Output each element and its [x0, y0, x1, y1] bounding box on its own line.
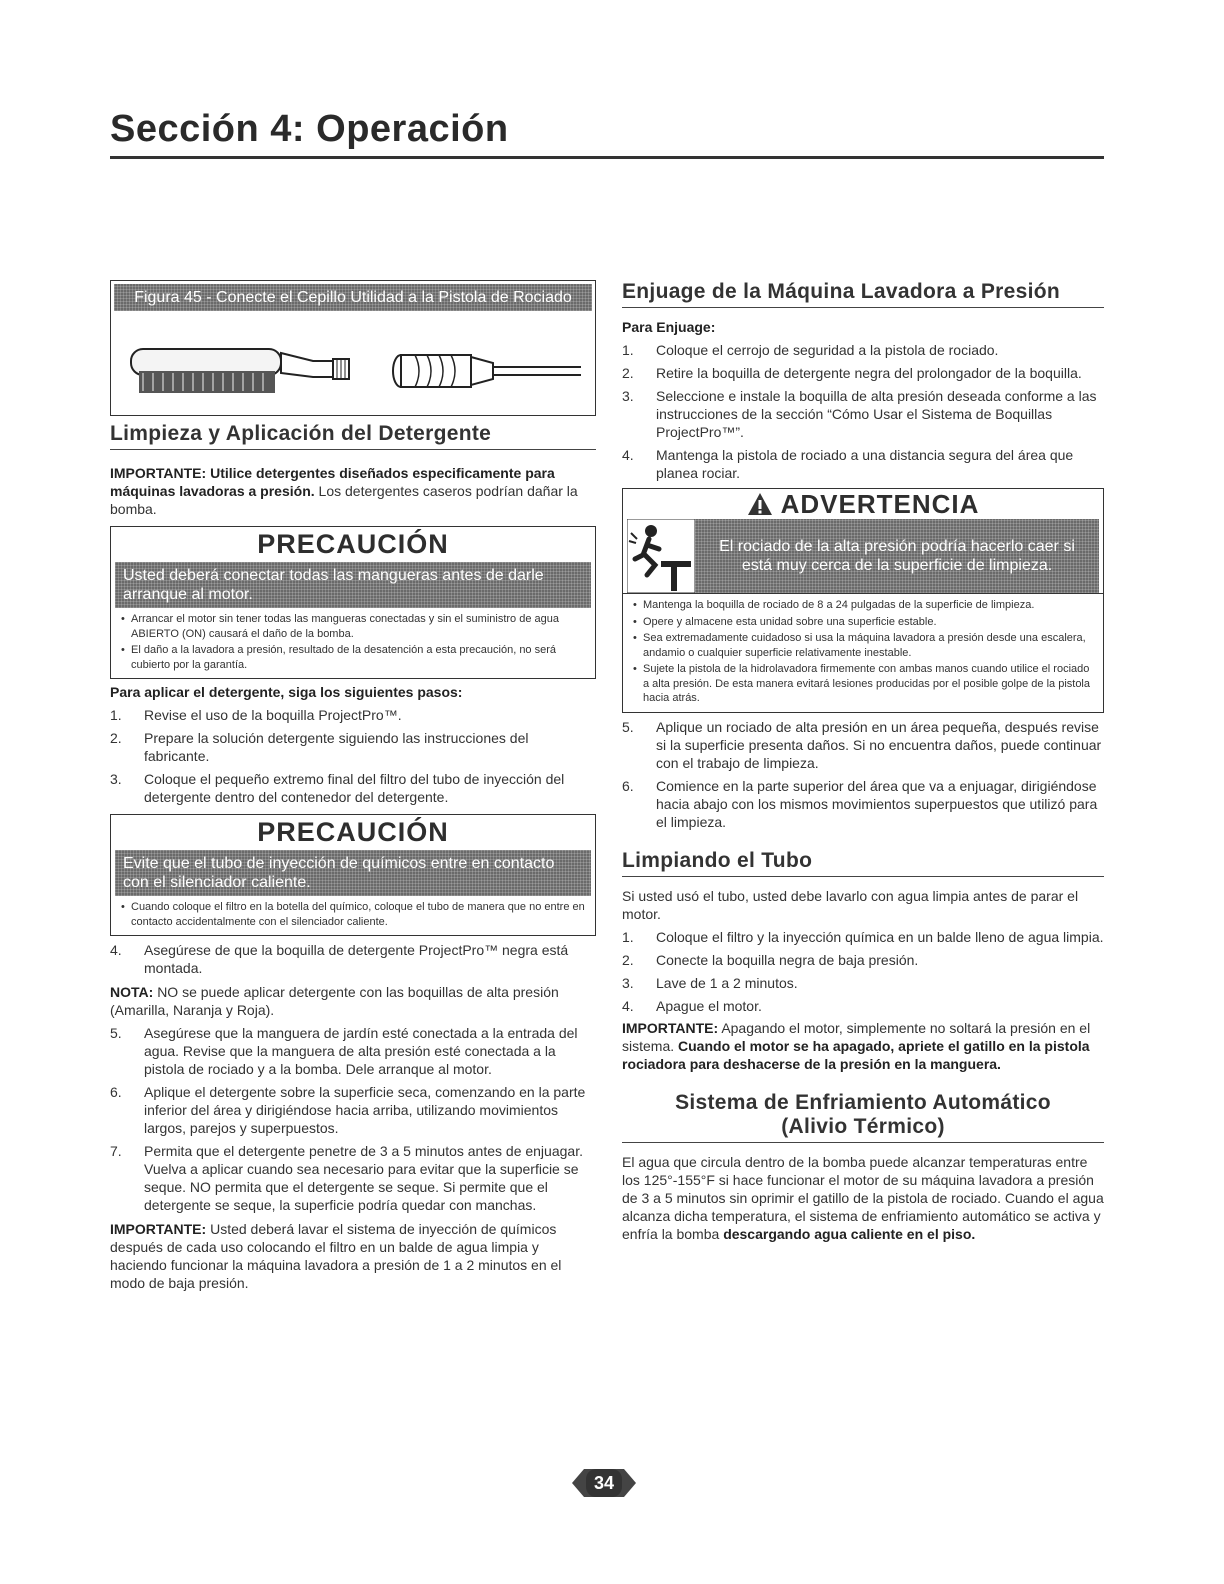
rinse-steps-b: [622, 718, 1104, 831]
cooling-text: El agua que circula dentro de la bomba puede alcanzar temperaturas entre los 125°-155°F si hace funcionar el motor de su máquina lavadora a presión de 3 a 5 minutos sin oprimir el gatillo de la pistola de rociado. Cuando el agua alcanza dicha temperatura, el sistema de enfriamiento automático se activa y enfría la bomba descargando agua caliente en el piso.: [622, 1153, 1104, 1242]
warning-bullet: • Opere y almacene esta unidad sobre una superficie estable.: [633, 615, 937, 628]
list-item: 4. Asegúrese de que la boquilla de detergente ProjectPro™ negra está montada.: [110, 942, 569, 976]
warning-triangle-icon: [747, 492, 773, 516]
caution-box-silencer: [110, 814, 596, 936]
figure-caption: Figura 45 - Conecte el Cepillo Utilidad a la Pistola de Rociado: [114, 284, 592, 311]
list-item: 4. Mantenga la pistola de rociado a una distancia segura del área que planea rociar.: [622, 447, 1074, 481]
caution-bullet: • Arrancar el motor sin tener todas las mangueras conectadas y sin el suministro de agua ABIERTO (ON) causará el daño de la bomba.: [121, 613, 559, 640]
rinse-subheading: Para Enjuage:: [622, 319, 716, 335]
warning-title: ADVERTENCIA: [780, 488, 980, 519]
caution-title: PRECAUCIÓN: [257, 529, 449, 559]
list-item: 2. Retire la boquilla de detergente negra del prolongador de la boquilla.: [622, 365, 1082, 381]
warning-bullet: • Mantenga la boquilla de rociado de 8 a 24 pulgadas de la superficie de limpieza.: [633, 599, 1035, 611]
page-title: Sección 4: Operación: [110, 108, 509, 150]
rinse-steps: [622, 341, 1104, 482]
list-item: 1. Coloque el filtro y la inyección química en un balde lleno de agua limpia.: [622, 928, 1104, 945]
page-number: 34: [593, 1473, 615, 1493]
figure-45: [110, 280, 596, 416]
nota: NOTA: NO se puede aplicar detergente con las boquillas de alta presión (Amarilla, Naranja y Roja).: [110, 984, 559, 1018]
tube-important: IMPORTANTE: Apagando el motor, simplemente no soltará la presión en el sistema. Cuando el motor se ha apagado, apriete el gatillo en la pistola rociadora para deshacerse de la presión en la manguera.: [622, 1019, 1091, 1072]
list-item: 2. Conecte la boquilla negra de baja presión.: [622, 951, 919, 968]
caution-title: PRECAUCIÓN: [257, 817, 449, 847]
detergent-steps-b: [110, 1024, 596, 1214]
caution-box-hoses: [110, 526, 596, 679]
caution-banner: Evite que el tubo de inyección de químicos entre en contacto con el silenciador caliente.: [115, 850, 591, 896]
list-item: 6. Aplique el detergente sobre la superficie seca, comenzando en la parte inferior del área y dirigiéndose hacia arriba, utilizando movimientos largos, parejos y superpuestos.: [110, 1084, 586, 1136]
list-item: 3. Seleccione e instale la boquilla de alta presión deseada conforme a las instrucciones de la sección “Cómo Usar el Sistema de Boquillas ProjectPro™”.: [622, 388, 1097, 440]
list-item: 5. Asegúrese que la manguera de jardín esté conectada a la entrada del agua. Revise que la manguera de alta presión esté conectada a la pistola de rociado y a la bomba. Dele arranque al motor.: [110, 1025, 578, 1077]
list-item: 6. Comience en la parte superior del área que va a enjuagar, dirigiéndose hacia abajo con los mismos movimientos superpuestos que utilizó para el limpieza.: [622, 777, 1098, 830]
list-item: 1. Revise el uso de la boquilla ProjectPro™.: [110, 707, 402, 723]
warning-bullet: • Sea extremadamente cuidadoso si usa la máquina lavadora a presión desde una escalera, andamio o cualquier superficie relativamente inestable.: [633, 632, 1086, 659]
brush-attachment-illustration: [123, 333, 583, 411]
tube-steps: [622, 928, 1104, 1015]
list-item: 2. Prepare la solución detergente siguiendo las instrucciones del fabricante.: [110, 730, 529, 764]
left-column: [110, 280, 596, 1292]
title-rule: [110, 156, 1104, 159]
detergent-steps: [110, 706, 596, 806]
section-title-cleaning: Limpieza y Aplicación del Detergente: [110, 422, 596, 450]
detergent-step-4: [110, 941, 596, 977]
list-item: 5. Aplique un rociado de alta presión en un área pequeña, después revise si la superficie presenta daños. Si no encuentra daños, puede continuar con el trabajo de limpieza.: [622, 718, 1102, 771]
right-column: [622, 280, 1104, 1243]
list-item: 4. Apague el motor.: [622, 997, 762, 1014]
list-item: 1. Coloque el cerrojo de seguridad a la pistola de rociado.: [622, 342, 999, 358]
important-note: IMPORTANTE: Utilice detergentes diseñados especificamente para máquinas lavadoras a presión. Los detergentes caseros podrían dañar la bomba.: [110, 465, 578, 517]
caution-bullet: • El daño a la lavadora a presión, resultado de la desatención a esta precaución, no será cubierto por la garantía.: [121, 644, 557, 671]
section-title-cooling: Sistema de Enfriamiento Automático (Alivio Térmico): [622, 1091, 1104, 1143]
caution-bullet: • Cuando coloque el filtro en la botella del químico, coloque el tubo de manera que no entre en contacto accidentalmente con el silenciador caliente.: [121, 901, 585, 928]
section-title-tube: Limpiando el Tubo: [622, 849, 1104, 877]
tube-intro: Si usted usó el tubo, usted debe lavarlo con agua limpia antes de parar el motor.: [622, 887, 1079, 922]
steps-heading: Para aplicar el detergente, siga los siguientes pasos:: [110, 684, 463, 700]
section-title-rinse: Enjuage de la Máquina Lavadora a Presión: [622, 280, 1104, 308]
page-number-badge: [572, 1466, 636, 1500]
warning-box: [622, 488, 1104, 713]
important-flush-note: IMPORTANTE: Usted deberá lavar el sistema de inyección de químicos después de cada uso colocando el filtro en un balde de agua limpia y haciendo funcionar la máquina lavadora a presión de 1 a 2 minutos en el modo de baja presión.: [110, 1221, 562, 1291]
list-item: 7. Permita que el detergente penetre de 3 a 5 minutos antes de enjuagar. Vuelva a aplicar cuando sea necesario para evitar que la superficie se seque. NO permita que el detergente se seque. Si permite que el detergente se seque, la superficie podría quedar con manchas.: [110, 1143, 583, 1213]
caution-banner: Usted deberá conectar todas las mangueras antes de darle arranque al motor.: [115, 562, 591, 608]
list-item: 3. Lave de 1 a 2 minutos.: [622, 974, 798, 991]
warning-banner: El rociado de la alta presión podría hacerlo caer si está muy cerca de la superficie de limpieza.: [695, 519, 1099, 593]
warning-bullet: • Sujete la pistola de la hidrolavadora firmemente con ambas manos cuando utilice el rociado a alta presión. De esta manera evitará lesiones producidas por el posible golpe de la pistola hacia atrás.: [633, 663, 1090, 704]
slip-hazard-icon: [627, 519, 695, 593]
list-item: 3. Coloque el pequeño extremo final del filtro del tubo de inyección del detergente dentro del contenedor del detergente.: [110, 771, 565, 805]
